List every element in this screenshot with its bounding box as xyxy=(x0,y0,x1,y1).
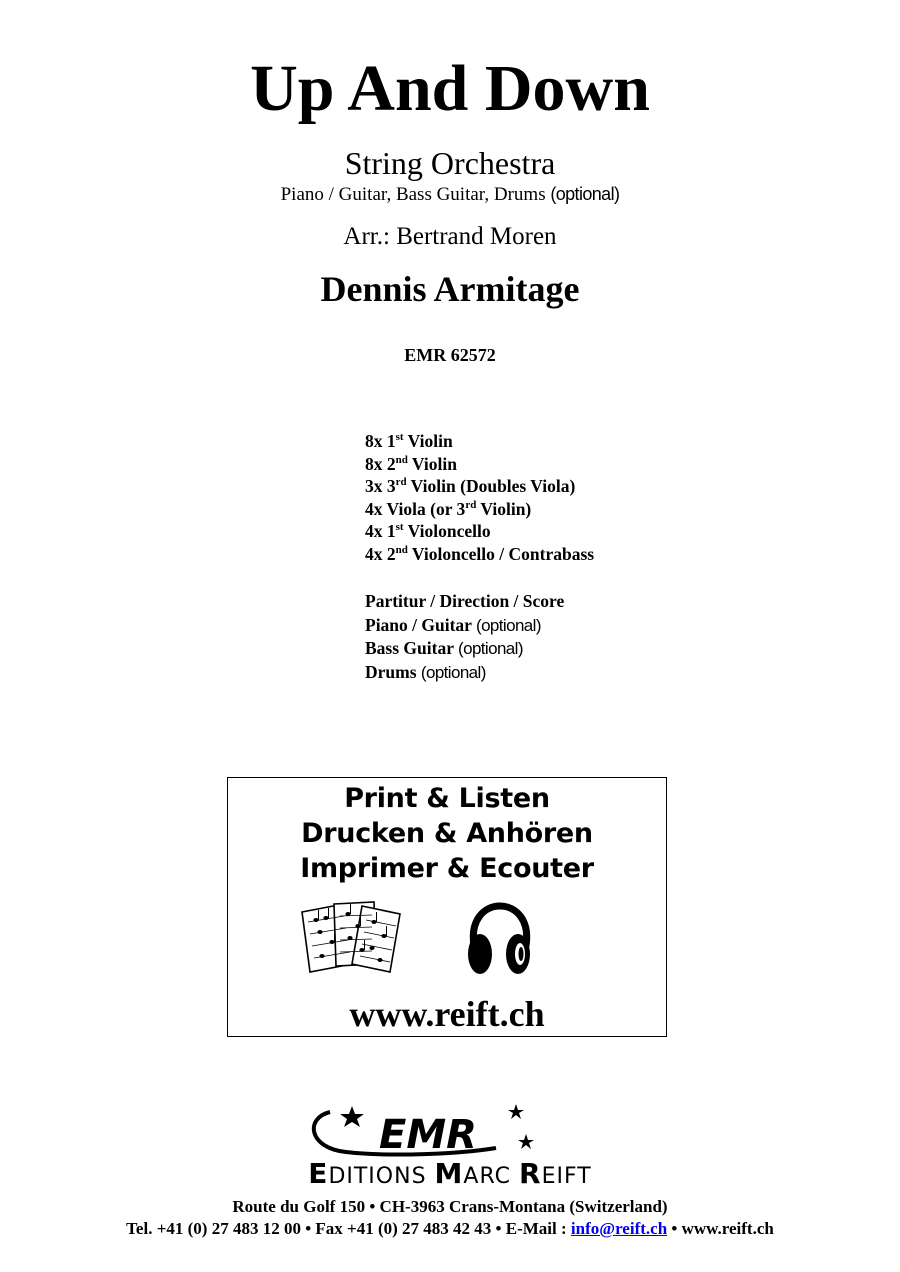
part-name: Violin xyxy=(403,431,453,451)
part-row xyxy=(365,520,594,543)
extra-row xyxy=(365,590,564,614)
part-ordinal: rd xyxy=(465,498,477,511)
part-ordinal: nd xyxy=(395,453,408,466)
emr-logo xyxy=(300,1104,540,1160)
promo-line-german: Drucken & Anhören xyxy=(301,818,593,849)
extra-optional: (optional) xyxy=(476,615,541,635)
email-link[interactable]: info@reift.ch xyxy=(570,1219,668,1238)
contact-phone-fax: Tel. +41 (0) 27 483 12 00 • Fax +41 (0) 27 483 42 43 • E-Mail : xyxy=(126,1219,571,1238)
publisher-name-part: DITIONS xyxy=(328,1164,435,1189)
catalog-number: EMR 62572 xyxy=(404,345,496,365)
part-ordinal: st xyxy=(395,431,404,443)
extra-row xyxy=(365,661,564,685)
part-count: 8x 1 xyxy=(365,431,396,451)
page-title: Up And Down xyxy=(250,52,650,125)
extras-list xyxy=(365,590,564,684)
instrumentation-optional: (optional) xyxy=(550,184,620,204)
extra-label: Piano / Guitar xyxy=(365,614,477,635)
subtitle: String Orchestra xyxy=(344,145,556,181)
extra-optional: (optional) xyxy=(458,639,523,658)
part-count: 4x 2 xyxy=(365,543,396,564)
extra-label: Drums xyxy=(365,661,421,682)
print-listen-box xyxy=(227,777,667,1037)
publisher-name-initial: M xyxy=(434,1157,464,1190)
arranger: Arr.: Bertrand Moren xyxy=(343,223,557,250)
instrumentation-line xyxy=(0,182,900,207)
part-ordinal: st xyxy=(395,521,404,533)
composer: Dennis Armitage xyxy=(320,269,580,309)
part-name: Violin (Doubles Viola) xyxy=(406,476,576,496)
publisher-name-part: EIFT xyxy=(541,1164,592,1189)
promo-line-english: Print & Listen xyxy=(344,783,550,814)
part-count: 4x Viola (or 3 xyxy=(365,498,466,519)
publisher-contact xyxy=(0,1218,900,1240)
extra-label: Bass Guitar xyxy=(365,638,459,658)
publisher-name-part: ARC xyxy=(463,1164,520,1189)
part-row xyxy=(365,543,594,566)
part-name: Violin) xyxy=(476,498,532,519)
part-row xyxy=(365,475,594,498)
promo-line-french: Imprimer & Ecouter xyxy=(300,853,594,884)
part-row xyxy=(365,453,594,476)
extra-label: Partitur / Direction / Score xyxy=(365,591,565,611)
part-row xyxy=(365,498,594,521)
part-count: 4x 1 xyxy=(365,521,396,541)
extra-optional: (optional) xyxy=(420,662,486,682)
part-name: Violin xyxy=(407,453,457,474)
contact-website: • www.reift.ch xyxy=(667,1219,774,1238)
part-ordinal: nd xyxy=(395,543,408,556)
sheet-music-icon xyxy=(300,898,408,974)
publisher-name-initial: E xyxy=(308,1157,329,1190)
extra-row xyxy=(365,637,564,661)
part-row xyxy=(365,430,594,453)
publisher-name xyxy=(0,1157,900,1191)
emr-logo-text: EMR xyxy=(379,1112,477,1158)
part-ordinal: rd xyxy=(395,476,407,488)
parts-list xyxy=(365,430,594,565)
instrumentation-main: Piano / Guitar, Bass Guitar, Drums xyxy=(280,184,551,205)
part-count: 8x 2 xyxy=(365,453,396,474)
headphones-icon xyxy=(464,902,534,978)
publisher-name-initial: R xyxy=(519,1157,542,1190)
extra-row xyxy=(365,614,564,638)
promo-url-link[interactable]: www.reift.ch xyxy=(349,994,545,1034)
publisher-address: Route du Golf 150 • CH-3963 Crans-Montana (Switzerland) xyxy=(232,1197,668,1216)
part-name: Violoncello xyxy=(403,521,491,541)
part-count: 3x 3 xyxy=(365,476,396,496)
part-name: Violoncello / Contrabass xyxy=(407,543,595,564)
